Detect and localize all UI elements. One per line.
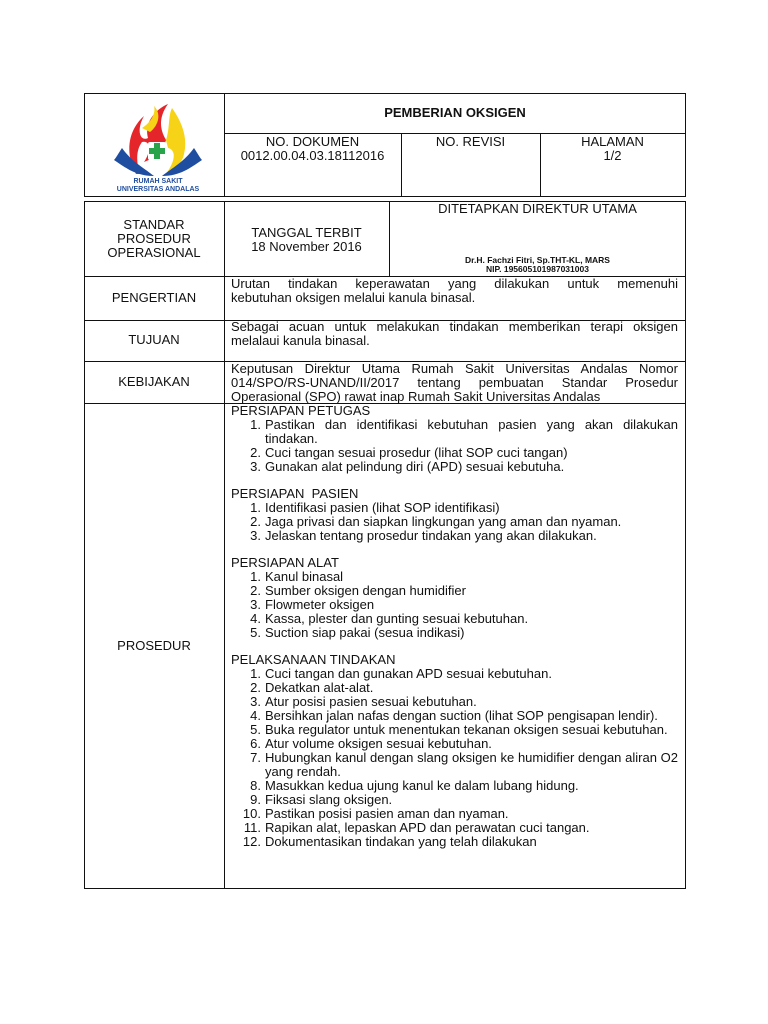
no-revisi-label: NO. REVISI bbox=[435, 134, 506, 149]
pelaksanaan-tindakan-heading: PELAKSANAAN TINDAKAN bbox=[231, 652, 396, 667]
list-item bbox=[231, 779, 678, 793]
tanggal-terbit-value: 18 November 2016 bbox=[251, 239, 362, 254]
step-text: Buka regulator untuk menentukan tekanan oksigen sesuai kebutuhan. bbox=[265, 722, 668, 737]
persiapan-petugas-list bbox=[231, 418, 678, 474]
logo-text-line1: RUMAH SAKIT bbox=[133, 178, 183, 185]
persiapan-petugas-heading: PERSIAPAN PETUGAS bbox=[231, 403, 371, 418]
step-number: 2. bbox=[250, 514, 261, 529]
list-item bbox=[231, 612, 678, 626]
tujuan-label: TUJUAN bbox=[128, 332, 180, 347]
step-text: Jaga privasi dan siapkan lingkungan yang aman dan nyaman. bbox=[265, 514, 622, 529]
step-number: 6. bbox=[250, 736, 261, 751]
step-number: 10. bbox=[242, 806, 261, 821]
list-item bbox=[231, 529, 678, 543]
pengertian-line2: kebutuhan oksigen melalui kanula binasal. bbox=[231, 290, 476, 305]
tujuan-line2: melalaui kanula binasal. bbox=[231, 333, 370, 348]
step-text: Cuci tangan sesuai prosedur (lihat SOP cuci tangan) bbox=[265, 445, 568, 460]
step-text: Bersihkan jalan nafas dengan suction (lihat SOP pengisapan lendir). bbox=[265, 708, 658, 723]
step-text: Sumber oksigen dengan humidifier bbox=[265, 583, 466, 598]
step-number: 3. bbox=[250, 459, 261, 474]
step-number: 3. bbox=[250, 528, 261, 543]
step-number: 5. bbox=[250, 625, 261, 640]
step-text: Atur posisi pasien sesuai kebutuhan. bbox=[265, 694, 477, 709]
hospital-logo-icon bbox=[96, 98, 220, 180]
logo-text-line2: UNIVERSITAS ANDALAS bbox=[116, 186, 200, 193]
kebijakan-label: KEBIJAKAN bbox=[118, 374, 190, 389]
hospital-logo bbox=[96, 98, 220, 194]
signer-nip: NIP. 195605101987031003 bbox=[486, 264, 589, 274]
pelaksanaan-tindakan-list bbox=[231, 667, 678, 849]
list-item bbox=[231, 418, 678, 446]
step-text: Kassa, plester dan gunting sesuai kebutuhan. bbox=[265, 611, 529, 626]
step-text: Gunakan alat pelindung diri (APD) sesuai kebutuha. bbox=[265, 459, 565, 474]
tanggal-terbit-label: TANGGAL TERBIT bbox=[251, 225, 362, 240]
step-text: Cuci tangan dan gunakan APD sesuai kebutuhan. bbox=[265, 666, 552, 681]
step-number: 7. bbox=[250, 750, 261, 765]
step-number: 8. bbox=[250, 778, 261, 793]
list-item bbox=[231, 723, 678, 737]
pengertian-label: PENGERTIAN bbox=[111, 290, 197, 305]
list-item bbox=[231, 835, 678, 849]
list-item bbox=[231, 626, 678, 640]
step-text: Masukkan kedua ujung kanul ke dalam lubang hidung. bbox=[265, 778, 579, 793]
step-text: Dokumentasikan tindakan yang telah dilakukan bbox=[265, 834, 537, 849]
list-item bbox=[231, 695, 678, 709]
list-item bbox=[231, 821, 678, 835]
step-text: Fiksasi slang oksigen. bbox=[265, 792, 393, 807]
step-number: 1. bbox=[250, 569, 261, 584]
step-number: 2. bbox=[250, 680, 261, 695]
step-number: 2. bbox=[250, 583, 261, 598]
list-item bbox=[231, 515, 678, 529]
list-item bbox=[231, 681, 678, 695]
step-number: 2. bbox=[250, 445, 261, 460]
step-number: 11. bbox=[243, 820, 261, 835]
no-dokumen-label: NO. DOKUMEN bbox=[265, 134, 360, 149]
step-number: 9. bbox=[250, 792, 261, 807]
document-title: PEMBERIAN OKSIGEN bbox=[384, 105, 526, 120]
list-item bbox=[231, 807, 678, 821]
step-number: 1. bbox=[250, 500, 261, 515]
list-item bbox=[231, 584, 678, 598]
step-number: 5. bbox=[250, 722, 261, 737]
step-text: Suction siap pakai (sesua indikasi) bbox=[265, 625, 465, 640]
step-text: Rapikan alat, lepaskan APD dan perawatan cuci tangan. bbox=[265, 820, 590, 835]
step-number: 3. bbox=[250, 597, 261, 612]
list-item bbox=[231, 667, 678, 681]
step-text: Pastikan dan identifikasi kebutuhan pasien yang akan dilakukan tindakan. bbox=[265, 417, 678, 446]
no-dokumen-value: 0012.00.04.03.18112016 bbox=[240, 148, 385, 163]
step-text: Identifikasi pasien (lihat SOP identifikasi) bbox=[265, 500, 500, 515]
step-text: Hubungkan kanul dengan slang oksigen ke humidifier dengan aliran O2 yang rendah. bbox=[265, 750, 678, 779]
list-item bbox=[231, 501, 678, 515]
tujuan-line1: Sebagai acuan untuk melakukan tindakan memberikan terapi oksigen bbox=[231, 319, 678, 334]
halaman-value: 1/2 bbox=[603, 148, 622, 163]
list-item bbox=[231, 751, 678, 779]
step-text: Pastikan posisi pasien aman dan nyaman. bbox=[265, 806, 509, 821]
pengertian-line1: Urutan tindakan keperawatan yang dilakukan untuk memenuhi bbox=[231, 276, 678, 291]
step-number: 12. bbox=[242, 834, 261, 849]
step-text: Atur volume oksigen sesuai kebutuhan. bbox=[265, 736, 492, 751]
step-text: Kanul binasal bbox=[265, 569, 344, 584]
sop-label-line2: PROSEDUR bbox=[117, 231, 191, 246]
step-text: Jelaskan tentang prosedur tindakan yang akan dilakukan. bbox=[265, 528, 597, 543]
step-number: 4. bbox=[250, 611, 261, 626]
persiapan-pasien-heading: PERSIAPAN PASIEN bbox=[231, 486, 359, 501]
list-item bbox=[231, 793, 678, 807]
ditetapkan-label: DITETAPKAN DIREKTUR UTAMA bbox=[438, 201, 637, 216]
prosedur-label: PROSEDUR bbox=[117, 638, 191, 653]
list-item bbox=[231, 570, 678, 584]
sop-label-line3: OPERASIONAL bbox=[107, 245, 201, 260]
sop-label-line1: STANDAR bbox=[123, 217, 185, 232]
kebijakan-line3: Operasional (SPO) rawat inap Rumah Sakit Universitas Andalas bbox=[231, 389, 601, 404]
step-number: 1. bbox=[250, 417, 261, 432]
persiapan-alat-heading: PERSIAPAN ALAT bbox=[231, 555, 339, 570]
list-item bbox=[231, 598, 678, 612]
list-item bbox=[231, 709, 678, 723]
step-number: 3. bbox=[250, 694, 261, 709]
halaman-label: HALAMAN bbox=[581, 134, 644, 149]
list-item bbox=[231, 446, 678, 460]
list-item bbox=[231, 460, 678, 474]
persiapan-pasien-list bbox=[231, 501, 678, 543]
kebijakan-line2: 014/SPO/RS-UNAND/II/2017 tentang pembuatan Standar Prosedur bbox=[231, 375, 678, 390]
list-item bbox=[231, 737, 678, 751]
persiapan-alat-list bbox=[231, 570, 678, 640]
step-text: Flowmeter oksigen bbox=[265, 597, 375, 612]
kebijakan-line1: Keputusan Direktur Utama Rumah Sakit Universitas Andalas Nomor bbox=[231, 361, 678, 376]
signer-name: Dr.H. Fachzi Fitri, Sp.THT-KL, MARS bbox=[465, 255, 610, 265]
step-number: 4. bbox=[250, 708, 261, 723]
step-text: Dekatkan alat-alat. bbox=[265, 680, 374, 695]
step-number: 1. bbox=[250, 666, 261, 681]
